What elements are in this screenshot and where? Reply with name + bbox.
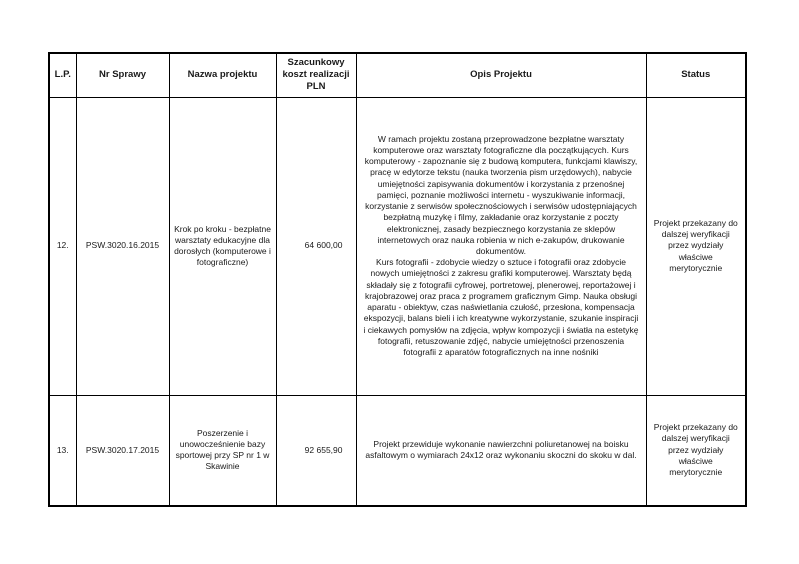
cell-nazwa-projektu-12: Krok po kroku - bezpłatne warsztaty edukacyjne dla dorosłych (komputerowe i fotograficzne) xyxy=(169,97,276,395)
projects-table xyxy=(48,52,747,507)
cell-status-12: Projekt przekazany do dalszej weryfikacji przez wydziały właściwe merytorycznie xyxy=(646,97,746,395)
col-header-status: Status xyxy=(646,53,746,97)
opis-paragraph: Kurs fotografii - zdobycie wiedzy o sztuce i fotografii oraz zdobycie nowych umiejętności z zakresu grafiki komputerowej. Warsztaty będą składały się z fotografii cyfrowej, portretowej, plenerowej, reportażowej i krajobrazowej oraz praca z programem graficznym Gimp. Nauka obsługi aparatu - obiektyw, czas naświetlania czułość, przesłona, kompensacja ekspozycji, balans bieli i ich kreatywne wykorzystanie, szukanie inspiracji i ciekawych pomysłów na zdjęcia, wpływ kompozycji i światła na estetykę fotografii, retuszowanie zdjęć, nabycie umiejętności przenoszenia fotografii z aparatów fotograficznych na inne nośniki xyxy=(363,257,639,357)
cell-nazwa-projektu-13: Poszerzenie i unowocześnienie bazy sportowej przy SP nr 1 w Skawinie xyxy=(169,395,276,506)
cell-nr-sprawy-13: PSW.3020.17.2015 xyxy=(76,395,169,506)
table-row-13 xyxy=(49,395,746,506)
cell-opis-13 xyxy=(356,395,646,506)
cell-status-13: Projekt przekazany do dalszej weryfikacji przez wydziały właściwe merytorycznie xyxy=(646,395,746,506)
opis-paragraph: Projekt przewiduje wykonanie nawierzchni poliuretanowej na boisku asfaltowym o wymiarach 24x12 oraz wykonaniu skoczni do skoku w dal. xyxy=(365,439,637,461)
cell-lp-13: 13. xyxy=(49,395,76,506)
col-header-koszt: Szacunkowy koszt realizacji PLN xyxy=(276,53,356,97)
col-header-nazwa-projektu: Nazwa projektu xyxy=(169,53,276,97)
opis-paragraph: W ramach projektu zostaną przeprowadzone bezpłatne warsztaty komputerowe oraz warsztaty fotograficzne dla początkujących. Kurs komputerowy - zapoznanie się z budową komputera, funkcjami klawiszy, pracę w edytorze tekstu (nauka tworzenia pism urzędowych), nabycie umiejętności zapisywania dokumentów i korzystania z przenośnej pamięci, poznanie możliwości internetu - wyszukiwanie informacji, korzystanie z serwisów społecznościowych i serwisów udostępniających bezpłatną muzykę i filmy, zakładanie oraz korzystanie z poczty elektronicznej, zasady bezpiecznego korzystania ze sklepów internetowych oraz nauka robienia w nich e-zakupów, drukowanie dokumentów. xyxy=(364,133,638,256)
cell-nr-sprawy-12: PSW.3020.16.2015 xyxy=(76,97,169,395)
col-header-opis: Opis Projektu xyxy=(356,53,646,97)
cell-koszt-13: 92 655,90 xyxy=(276,395,356,506)
col-header-lp: L.P. xyxy=(49,53,76,97)
cell-koszt-12: 64 600,00 xyxy=(276,97,356,395)
cell-opis-12 xyxy=(356,97,646,395)
table-row-12 xyxy=(49,97,746,395)
col-header-nr-sprawy: Nr Sprawy xyxy=(76,53,169,97)
table-header-row xyxy=(49,53,746,97)
cell-lp-12: 12. xyxy=(49,97,76,395)
